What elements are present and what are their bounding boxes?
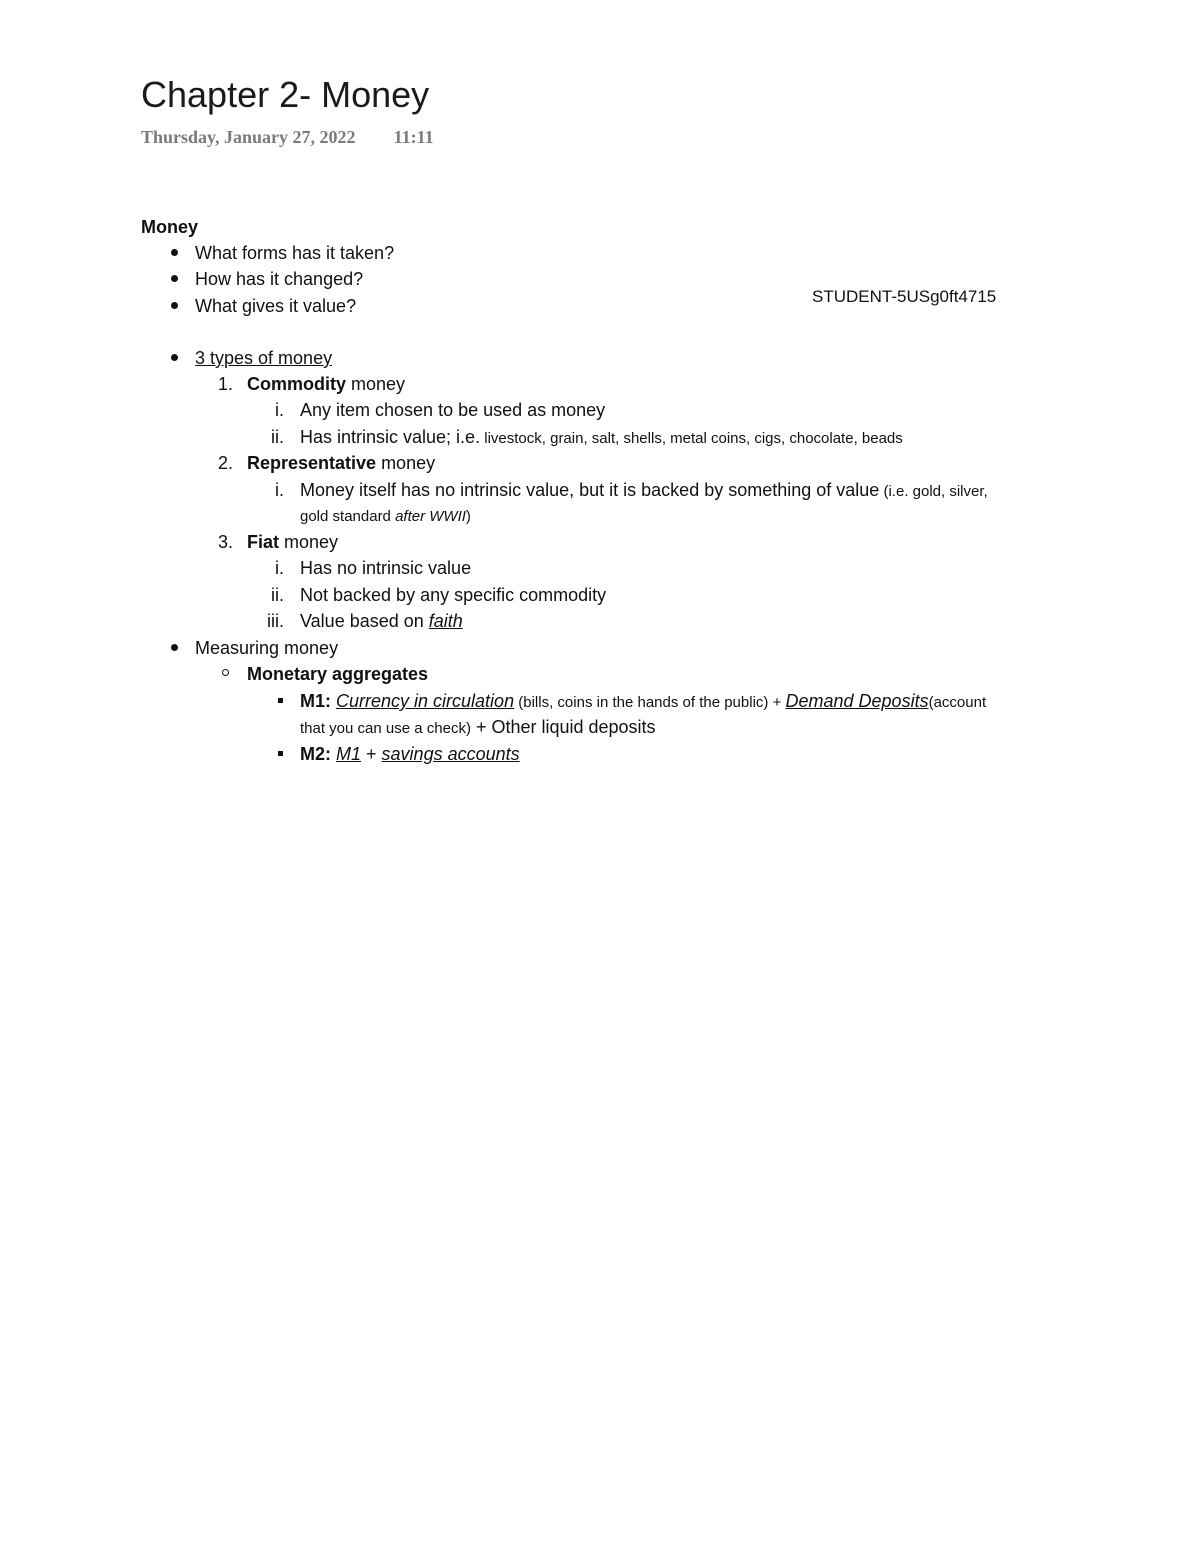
list-numeral: i.: [275, 558, 284, 578]
list-number: 3.: [217, 532, 233, 552]
question-item: How has it changed?: [195, 269, 364, 289]
commodity-sub-text: Has intrinsic value; i.e.: [300, 427, 481, 447]
fiat-item: [247, 531, 338, 553]
aggregates-heading: Monetary aggregates: [247, 664, 429, 684]
representative-label: Representative: [247, 453, 377, 473]
fiat-sub-item: [300, 610, 463, 632]
m2-item: [300, 743, 520, 765]
representative-item: [247, 452, 435, 474]
commodity-rest: money: [346, 374, 406, 394]
list-number: 1.: [217, 374, 233, 394]
m1-paren-text: (bills, coins in the hands of the public) +: [514, 694, 786, 711]
m1-account-text: (account: [928, 694, 987, 711]
fiat-label: Fiat: [247, 532, 280, 552]
commodity-sub-item: [300, 426, 903, 450]
savings-text: savings accounts: [381, 744, 520, 764]
demand-deposits-text: Demand Deposits: [785, 691, 929, 711]
measuring-heading: Measuring money: [195, 638, 339, 658]
list-numeral: iii.: [267, 611, 284, 631]
circle-bullet-icon: [222, 663, 232, 685]
list-numeral: i.: [275, 400, 284, 420]
student-watermark: STUDENT-5USg0ft4715: [812, 287, 997, 306]
commodity-label: Commodity: [247, 374, 346, 394]
fiat-sub-item: Not backed by any specific commodity: [300, 585, 607, 605]
section-heading: Money: [141, 217, 199, 237]
close-paren: ): [465, 508, 471, 525]
bullet-icon: [171, 295, 181, 317]
after-wwii-text: after WWII: [395, 508, 466, 525]
bullet-icon: [171, 347, 181, 369]
question-item: What forms has it taken?: [195, 243, 395, 263]
commodity-sub-item: Any item chosen to be used as money: [300, 400, 606, 420]
plus-text: +: [361, 744, 382, 764]
fiat-rest: money: [279, 532, 339, 552]
gold-standard-text: gold standard: [300, 508, 396, 525]
m1-ref-text: M1: [336, 744, 362, 764]
square-bullet-icon: [278, 690, 288, 712]
page-date: Thursday, January 27, 2022: [141, 127, 356, 147]
currency-text: Currency in circulation: [336, 691, 515, 711]
m1-item: [300, 690, 986, 714]
m2-label: M2:: [300, 744, 331, 764]
page-meta: [141, 127, 434, 148]
representative-rest: money: [376, 453, 436, 473]
list-numeral: i.: [275, 480, 284, 500]
m1-check-text: that you can use a check): [300, 720, 471, 737]
m1-item-cont: [300, 716, 656, 740]
square-bullet-icon: [278, 743, 288, 765]
representative-examples: (i.e. gold, silver,: [879, 483, 988, 500]
list-number: 2.: [217, 453, 233, 473]
representative-sub-cont: [300, 506, 471, 528]
bullet-icon: [171, 268, 181, 290]
fiat-sub-item: Has no intrinsic value: [300, 558, 472, 578]
fiat-sub-text: Value based on: [300, 611, 429, 631]
representative-sub-text: Money itself has no intrinsic value, but it is backed by something of value: [300, 480, 880, 500]
commodity-examples: livestock, grain, salt, shells, metal coins, cigs, chocolate, beads: [480, 430, 903, 447]
question-item: What gives it value?: [195, 296, 357, 316]
bullet-icon: [171, 242, 181, 264]
page-title: Chapter 2- Money: [141, 74, 430, 115]
representative-sub-item: [300, 479, 988, 503]
bullet-icon: [171, 637, 181, 659]
list-numeral: ii.: [271, 427, 284, 447]
types-heading: 3 types of money: [195, 348, 333, 368]
m1-label: M1:: [300, 691, 331, 711]
page-time: 11:11: [393, 127, 434, 147]
list-numeral: ii.: [271, 585, 284, 605]
faith-text: faith: [428, 611, 463, 631]
m1-liquid-text: + Other liquid deposits: [470, 717, 656, 737]
commodity-item: [247, 373, 405, 395]
